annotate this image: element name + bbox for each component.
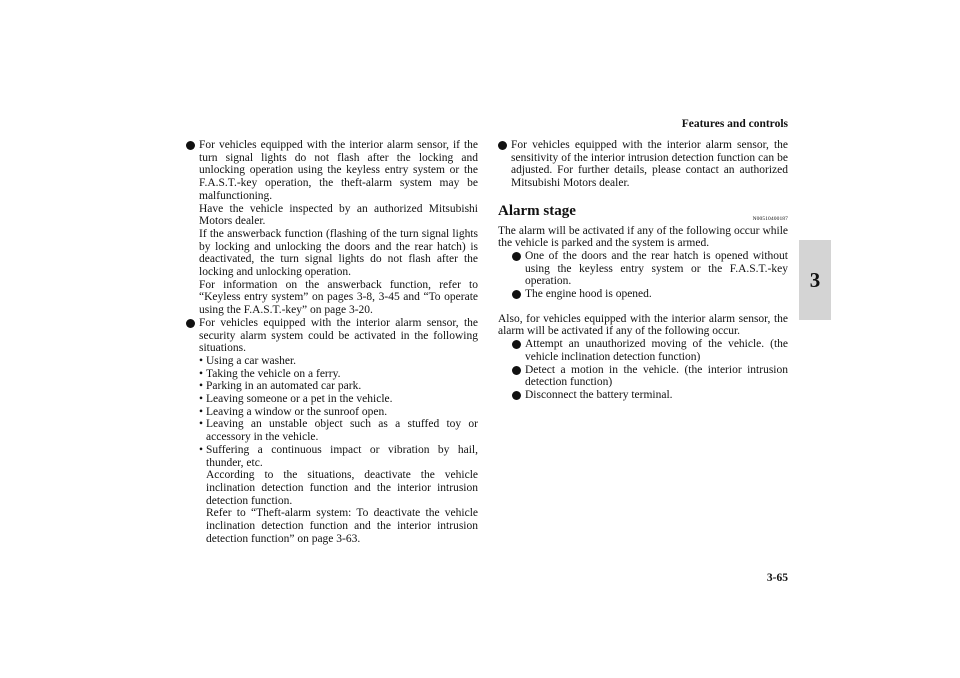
continuation-text: Refer to “Theft-alarm system: To deactivate the vehicle inclination detection function and the interior intrusion detection function” on page 3-63. (206, 507, 478, 545)
bullet-mark: • (199, 393, 204, 406)
list-item-text: Leaving someone or a pet in the vehicle. (206, 393, 393, 406)
spacer (498, 301, 788, 313)
chapter-number: 3 (809, 267, 821, 292)
list-item-text: The engine hood is opened. (525, 288, 652, 301)
list-item (186, 355, 478, 368)
bullet-dot-icon (512, 252, 521, 261)
bullet-dot-icon (512, 366, 521, 375)
list-item (186, 418, 478, 443)
bullet-mark: • (199, 354, 204, 367)
bullet-dot-icon (186, 319, 195, 328)
bullet-dot-icon (186, 141, 195, 150)
paragraph: Also, for vehicles equipped with the interior alarm sensor, the alarm will be activated if any of the following occur. (498, 312, 788, 338)
list-item (186, 368, 478, 381)
list-item-text: Leaving a window or the sunroof open. (206, 405, 388, 418)
chapter-tab (799, 240, 831, 320)
left-column (186, 139, 478, 546)
bullet-text: If the answerback function (flashing of the turn signal lights by locking and unlocking the doors and the rear hatch) is deactivated, the turn signal lights do not flash after the locking and unlocking operation. (199, 227, 478, 279)
page-number: 3-65 (766, 572, 788, 584)
heading-code: N00510400187 (752, 215, 788, 222)
section-header: Features and controls (681, 118, 788, 130)
heading-text: Alarm stage (498, 202, 576, 219)
bullet-mark: • (199, 380, 204, 393)
bullet-dot-icon (512, 290, 521, 299)
list-item (512, 389, 788, 402)
bullet-sensitivity (498, 139, 788, 190)
list-item-text: Taking the vehicle on a ferry. (206, 367, 341, 380)
list-item (512, 250, 788, 288)
list-item-text: Leaving an unstable object such as a stuffed toy or accessory in the vehicle. (206, 418, 478, 444)
bullet-text: For information on the answerback function, refer to “Keyless entry system” on pages 3-8, 3-45 and “To operate using the F.A.S.T.-key” on page 3-20. (199, 278, 478, 317)
bullet-dot-icon (498, 141, 507, 150)
list-item (186, 406, 478, 419)
bullet-mark: • (199, 405, 204, 418)
bullet-text: For vehicles equipped with the interior alarm sensor, if the turn signal lights do not flash after the locking and unlocking operation using the keyless entry system or the F.A.S.T.-key operation, the theft-alarm system may be malfunctioning. (199, 139, 478, 202)
bullet-dot-icon (512, 340, 521, 349)
bullet-alarm-malfunction (186, 139, 478, 317)
bullet-alarm-situations (186, 317, 478, 355)
paragraph: The alarm will be activated if any of the following occur while the vehicle is parked and the system is armed. (498, 224, 788, 250)
bullet-text: For vehicles equipped with the interior alarm sensor, the sensitivity of the interior intrusion detection function can be adjusted. For further details, please contact an authorized Mitsubishi Motors dealer. (511, 139, 788, 190)
list-item (512, 288, 788, 301)
list-item-text: Detect a motion in the vehicle. (the interior intrusion detection function) (525, 363, 788, 389)
list-item-text: Disconnect the battery terminal. (525, 388, 673, 401)
list-item (186, 380, 478, 393)
list-item-text: Attempt an unauthorized moving of the vehicle. (the vehicle inclination detection function) (525, 338, 788, 363)
list-item (512, 338, 788, 363)
bullet-text: Have the vehicle inspected by an authorized Mitsubishi Motors dealer. (199, 202, 478, 228)
list-item (512, 364, 788, 389)
list-item (186, 393, 478, 406)
bullet-mark: • (199, 418, 204, 431)
section-heading (498, 202, 788, 222)
list-item-text: One of the doors and the rear hatch is opened without using the keyless entry system or the F.A.S.T.-key operation. (525, 249, 788, 288)
continuation-text: According to the situations, deactivate the vehicle inclination detection function and the interior intrusion detection function. (206, 469, 478, 507)
bullet-text: For vehicles equipped with the interior alarm sensor, the security alarm system could be activated in the following situations. (199, 316, 478, 355)
bullet-mark: • (199, 443, 204, 456)
list-item-text: Parking in an automated car park. (206, 380, 362, 393)
list-item (186, 444, 478, 469)
list-item-text: Suffering a continuous impact or vibration by hail, thunder, etc. (206, 443, 478, 469)
bullet-mark: • (199, 367, 204, 380)
bullet-dot-icon (512, 391, 521, 400)
list-item-text: Using a car washer. (206, 354, 297, 367)
right-column (498, 139, 788, 402)
